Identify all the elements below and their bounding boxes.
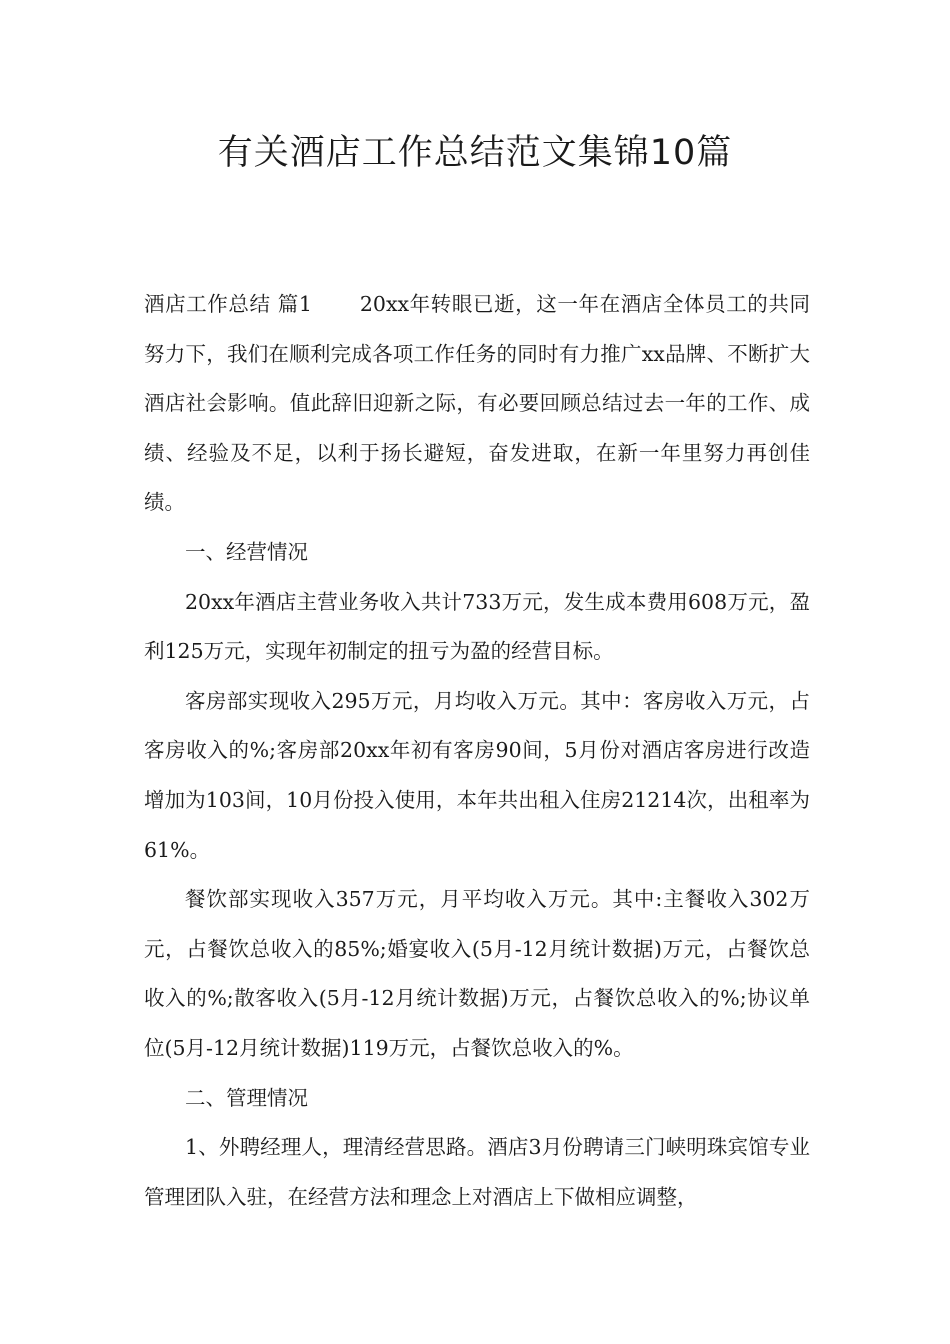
document-body	[144, 280, 810, 1222]
intro-text: 20xx年转眼已逝，这一年在酒店全体员工的共同努力下，我们在顺利完成各项工作任务的同时有力推广xx品牌、不断扩大酒店社会影响。值此辞旧迎新之际，有必要回顾总结过去一年的工作、成绩、经验及不足，以利于扬长避短，奋发进取，在新一年里努力再创佳绩。	[144, 292, 810, 515]
paragraph-revenue-summary: 20xx年酒店主营业务收入共计733万元，发生成本费用608万元，盈利125万元，实现年初制定的扭亏为盈的经营目标。	[144, 589, 810, 664]
section-heading-management: 二、管理情况	[185, 1085, 308, 1110]
document-title: 有关酒店工作总结范文集锦10篇	[217, 133, 733, 173]
section-heading-operations: 一、经营情况	[185, 539, 308, 564]
paragraph-rooms-department: 客房部实现收入295万元，月均收入万元。其中：客房收入万元，占客房收入的%;客房部20xx年初有客房90间，5月份对酒店客房进行改造增加为103间，10月份投入使用，本年共出租入住房21214次，出租率为61%。	[144, 688, 810, 862]
paragraph-catering-department: 餐饮部实现收入357万元，月平均收入万元。其中:主餐收入302万元，占餐饮总收入的85%;婚宴收入(5月-12月统计数据)万元，占餐饮总收入的%;散客收入(5月-12月统计数据)万元，占餐饮总收入的%;协议单位(5月-12月统计数据)119万元，占餐饮总收入的%。	[144, 887, 810, 1060]
paragraph-management-item-1: 1、外聘经理人，理清经营思路。酒店3月份聘请三门峡明珠宾馆专业管理团队入驻，在经营方法和理念上对酒店上下做相应调整，	[144, 1135, 810, 1209]
intro-paragraph	[144, 280, 810, 528]
section-heading-article-1: 酒店工作总结 篇1	[144, 292, 312, 316]
